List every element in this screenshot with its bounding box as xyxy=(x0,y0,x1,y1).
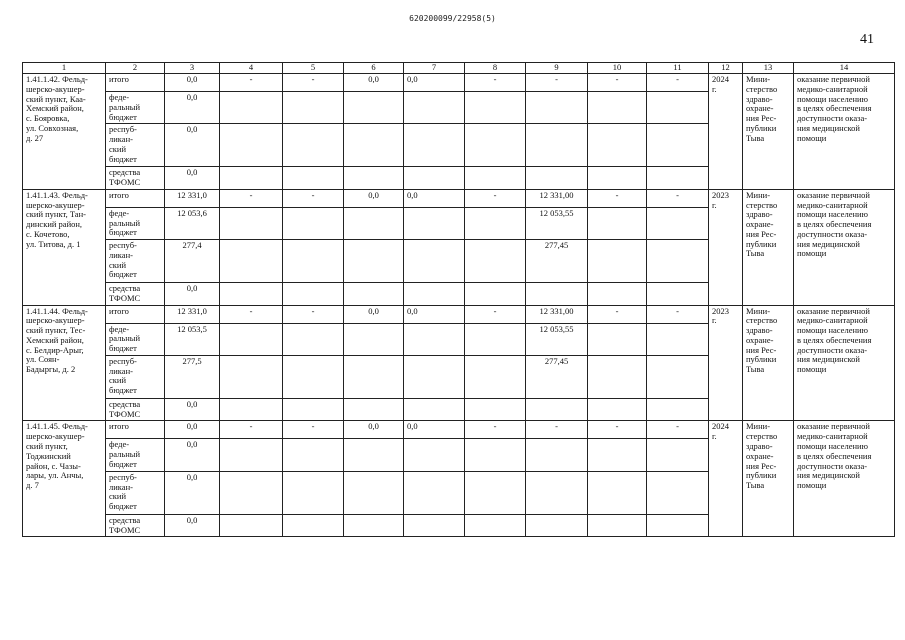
column-number: 14 xyxy=(794,63,895,74)
empty-cell xyxy=(465,398,526,421)
value-cell xyxy=(526,92,588,124)
empty-cell xyxy=(647,439,709,471)
empty-cell xyxy=(220,124,283,167)
empty-cell xyxy=(283,167,344,190)
empty-cell xyxy=(220,323,283,355)
value-cell: 0,0 xyxy=(404,421,465,439)
empty-cell xyxy=(588,355,647,398)
year-cell: 2024 г. xyxy=(709,74,743,190)
table-row xyxy=(23,189,895,207)
empty-cell xyxy=(588,439,647,471)
empty-cell xyxy=(588,514,647,537)
value-cell: 0,0 xyxy=(165,74,220,92)
empty-cell xyxy=(526,398,588,421)
source-label: феде- ральный бюджет xyxy=(106,439,165,471)
empty-cell xyxy=(647,124,709,167)
empty-cell xyxy=(588,240,647,283)
financing-table xyxy=(22,62,895,537)
value-cell: - xyxy=(283,74,344,92)
value-cell: - xyxy=(220,189,283,207)
empty-cell xyxy=(647,207,709,239)
empty-cell xyxy=(404,124,465,167)
empty-cell xyxy=(404,398,465,421)
empty-cell xyxy=(220,398,283,421)
column-number: 2 xyxy=(106,63,165,74)
value-cell: 0,0 xyxy=(165,398,220,421)
empty-cell xyxy=(404,514,465,537)
header-row xyxy=(23,63,895,74)
document-id: 620200099/22958(5) xyxy=(409,14,496,23)
value-cell: - xyxy=(283,305,344,323)
ministry-cell: Мини- стерство здраво- охране- ния Рес- публики Тыва xyxy=(743,305,794,421)
value-cell: - xyxy=(465,74,526,92)
source-label: респуб- ликан- ский бюджет xyxy=(106,355,165,398)
empty-cell xyxy=(220,240,283,283)
empty-cell xyxy=(647,240,709,283)
source-label: феде- ральный бюджет xyxy=(106,92,165,124)
empty-cell xyxy=(344,439,404,471)
empty-cell xyxy=(344,514,404,537)
column-number: 4 xyxy=(220,63,283,74)
value-cell: 12 053,55 xyxy=(526,207,588,239)
empty-cell xyxy=(588,471,647,514)
purpose-cell: оказание первичной медико-санитарной помощи населению в целях обеспечения доступности оказа- ния медицинской помощи xyxy=(794,305,895,421)
empty-cell xyxy=(465,283,526,306)
value-cell: 277,5 xyxy=(165,355,220,398)
value-cell: 0,0 xyxy=(404,305,465,323)
value-cell: 0,0 xyxy=(344,305,404,323)
empty-cell xyxy=(220,471,283,514)
value-cell: 12 331,00 xyxy=(526,305,588,323)
empty-cell xyxy=(404,207,465,239)
column-number: 8 xyxy=(465,63,526,74)
value-cell: 0,0 xyxy=(404,74,465,92)
empty-cell xyxy=(588,167,647,190)
column-number: 9 xyxy=(526,63,588,74)
value-cell: 12 053,6 xyxy=(165,207,220,239)
value-cell: 12 331,0 xyxy=(165,305,220,323)
object-name: 1.41.1.42. Фельд- шерско-акушер- ский пункт, Каа- Хемский район, с. Бояровка, ул. Совхозная, д. 27 xyxy=(23,74,106,190)
source-label: респуб- ликан- ский бюджет xyxy=(106,471,165,514)
object-name: 1.41.1.43. Фельд- шерско-акушер- ский пункт, Тан- динский район, с. Кочетово, ул. Титова, д. 1 xyxy=(23,189,106,305)
empty-cell xyxy=(220,167,283,190)
value-cell: 0,0 xyxy=(165,514,220,537)
empty-cell xyxy=(465,92,526,124)
value-cell: - xyxy=(526,74,588,92)
empty-cell xyxy=(283,471,344,514)
empty-cell xyxy=(465,124,526,167)
value-cell: 12 331,00 xyxy=(526,189,588,207)
value-cell: 12 053,55 xyxy=(526,323,588,355)
column-number: 11 xyxy=(647,63,709,74)
column-number: 5 xyxy=(283,63,344,74)
empty-cell xyxy=(404,167,465,190)
value-cell: - xyxy=(283,189,344,207)
empty-cell xyxy=(526,514,588,537)
empty-cell xyxy=(220,283,283,306)
empty-cell xyxy=(647,92,709,124)
empty-cell xyxy=(344,167,404,190)
empty-cell xyxy=(404,323,465,355)
source-label: респуб- ликан- ский бюджет xyxy=(106,240,165,283)
empty-cell xyxy=(465,240,526,283)
empty-cell xyxy=(220,92,283,124)
source-label: средства ТФОМС xyxy=(106,167,165,190)
empty-cell xyxy=(344,355,404,398)
empty-cell xyxy=(647,398,709,421)
empty-cell xyxy=(465,514,526,537)
value-cell: 277,45 xyxy=(526,240,588,283)
value-cell: - xyxy=(588,189,647,207)
value-cell: 12 053,5 xyxy=(165,323,220,355)
empty-cell xyxy=(283,439,344,471)
empty-cell xyxy=(588,92,647,124)
empty-cell xyxy=(647,471,709,514)
empty-cell xyxy=(404,92,465,124)
value-cell: - xyxy=(588,305,647,323)
ministry-cell: Мини- стерство здраво- охране- ния Рес- публики Тыва xyxy=(743,421,794,537)
ministry-cell: Мини- стерство здраво- охране- ния Рес- публики Тыва xyxy=(743,74,794,190)
value-cell: - xyxy=(647,421,709,439)
empty-cell xyxy=(404,283,465,306)
value-cell: - xyxy=(647,74,709,92)
column-number: 7 xyxy=(404,63,465,74)
empty-cell xyxy=(588,283,647,306)
empty-cell xyxy=(404,240,465,283)
empty-cell xyxy=(220,355,283,398)
empty-cell xyxy=(283,92,344,124)
empty-cell xyxy=(404,439,465,471)
purpose-cell: оказание первичной медико-санитарной помощи населению в целях обеспечения доступности оказа- ния медицинской помощи xyxy=(794,189,895,305)
empty-cell xyxy=(283,207,344,239)
empty-cell xyxy=(283,124,344,167)
source-label: итого xyxy=(106,305,165,323)
value-cell: 0,0 xyxy=(165,167,220,190)
empty-cell xyxy=(588,398,647,421)
object-name: 1.41.1.45. Фельд- шерско-акушер- ский пункт, Тоджинский район, с. Чазы- лары, ул. Анчы, д. 7 xyxy=(23,421,106,537)
empty-cell xyxy=(344,471,404,514)
source-label: феде- ральный бюджет xyxy=(106,207,165,239)
page-number: 41 xyxy=(860,32,874,47)
empty-cell xyxy=(344,398,404,421)
empty-cell xyxy=(647,323,709,355)
empty-cell xyxy=(283,283,344,306)
value-cell: - xyxy=(588,74,647,92)
empty-cell xyxy=(344,207,404,239)
empty-cell xyxy=(465,355,526,398)
empty-cell xyxy=(647,514,709,537)
value-cell: 0,0 xyxy=(344,421,404,439)
value-cell: - xyxy=(465,305,526,323)
source-label: средства ТФОМС xyxy=(106,283,165,306)
source-label: итого xyxy=(106,421,165,439)
value-cell: 0,0 xyxy=(344,189,404,207)
column-number: 1 xyxy=(23,63,106,74)
empty-cell xyxy=(588,207,647,239)
empty-cell xyxy=(526,283,588,306)
empty-cell xyxy=(344,283,404,306)
value-cell: 12 331,0 xyxy=(165,189,220,207)
value-cell: 0,0 xyxy=(165,471,220,514)
value-cell xyxy=(526,471,588,514)
purpose-cell: оказание первичной медико-санитарной помощи населению в целях обеспечения доступности оказа- ния медицинской помощи xyxy=(794,74,895,190)
object-name: 1.41.1.44. Фельд- шерско-акушер- ский пункт, Тес- Хемский район, с. Белдир-Арыг, ул. Соян- Бадыргы, д. 2 xyxy=(23,305,106,421)
empty-cell xyxy=(526,167,588,190)
source-label: феде- ральный бюджет xyxy=(106,323,165,355)
empty-cell xyxy=(465,439,526,471)
table-row xyxy=(23,74,895,92)
column-number: 13 xyxy=(743,63,794,74)
source-label: итого xyxy=(106,189,165,207)
empty-cell xyxy=(465,323,526,355)
value-cell: - xyxy=(465,189,526,207)
column-number: 12 xyxy=(709,63,743,74)
column-number: 10 xyxy=(588,63,647,74)
empty-cell xyxy=(283,240,344,283)
source-label: итого xyxy=(106,74,165,92)
empty-cell xyxy=(344,124,404,167)
value-cell: 0,0 xyxy=(165,421,220,439)
empty-cell xyxy=(404,471,465,514)
empty-cell xyxy=(283,398,344,421)
empty-cell xyxy=(647,283,709,306)
value-cell: 277,4 xyxy=(165,240,220,283)
empty-cell xyxy=(647,355,709,398)
empty-cell xyxy=(283,355,344,398)
empty-cell xyxy=(465,471,526,514)
empty-cell xyxy=(344,240,404,283)
value-cell xyxy=(526,124,588,167)
ministry-cell: Мини- стерство здраво- охране- ния Рес- публики Тыва xyxy=(743,189,794,305)
value-cell: 277,45 xyxy=(526,355,588,398)
empty-cell xyxy=(220,514,283,537)
empty-cell xyxy=(283,514,344,537)
empty-cell xyxy=(588,323,647,355)
empty-cell xyxy=(404,355,465,398)
value-cell: - xyxy=(526,421,588,439)
year-cell: 2024 г. xyxy=(709,421,743,537)
empty-cell xyxy=(344,92,404,124)
value-cell: - xyxy=(283,421,344,439)
empty-cell xyxy=(220,439,283,471)
value-cell: - xyxy=(220,421,283,439)
empty-cell xyxy=(588,124,647,167)
table-row xyxy=(23,305,895,323)
source-label: средства ТФОМС xyxy=(106,514,165,537)
year-cell: 2023 г. xyxy=(709,305,743,421)
table-row xyxy=(23,421,895,439)
value-cell: 0,0 xyxy=(165,124,220,167)
column-number: 3 xyxy=(165,63,220,74)
value-cell: - xyxy=(465,421,526,439)
value-cell: - xyxy=(647,189,709,207)
value-cell: - xyxy=(588,421,647,439)
value-cell: 0,0 xyxy=(344,74,404,92)
source-label: респуб- ликан- ский бюджет xyxy=(106,124,165,167)
value-cell: - xyxy=(647,305,709,323)
value-cell: 0,0 xyxy=(165,283,220,306)
value-cell xyxy=(526,439,588,471)
value-cell: 0,0 xyxy=(404,189,465,207)
empty-cell xyxy=(283,323,344,355)
source-label: средства ТФОМС xyxy=(106,398,165,421)
value-cell: - xyxy=(220,305,283,323)
column-number: 6 xyxy=(344,63,404,74)
year-cell: 2023 г. xyxy=(709,189,743,305)
value-cell: - xyxy=(220,74,283,92)
empty-cell xyxy=(647,167,709,190)
empty-cell xyxy=(220,207,283,239)
empty-cell xyxy=(465,167,526,190)
value-cell: 0,0 xyxy=(165,439,220,471)
empty-cell xyxy=(465,207,526,239)
empty-cell xyxy=(344,323,404,355)
value-cell: 0,0 xyxy=(165,92,220,124)
purpose-cell: оказание первичной медико-санитарной помощи населению в целях обеспечения доступности оказа- ния медицинской помощи xyxy=(794,421,895,537)
